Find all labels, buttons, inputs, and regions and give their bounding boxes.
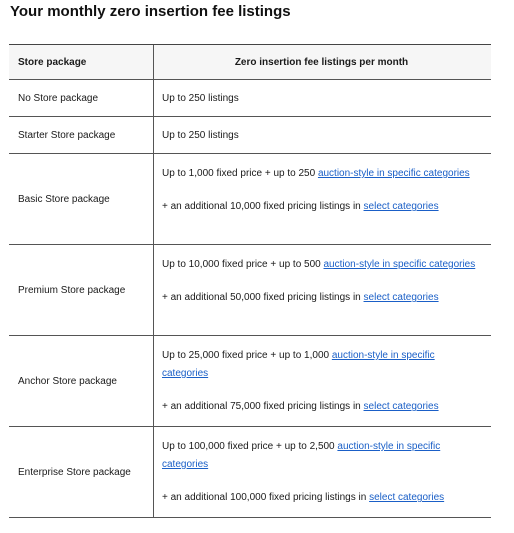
additional-text: + an additional 10,000 fixed pricing listings in xyxy=(162,201,364,212)
table-row xyxy=(9,245,491,336)
table-row xyxy=(9,336,491,427)
auction-style-link[interactable]: auction-style in specific categories xyxy=(162,441,441,470)
fixed-price-limit xyxy=(162,438,481,474)
auction-style-link[interactable]: auction-style in specific categories xyxy=(317,168,470,179)
additional-limit xyxy=(162,289,481,307)
listing-limit xyxy=(154,245,491,335)
fixed-price-limit xyxy=(162,165,481,183)
table-header-row xyxy=(9,45,491,80)
page-title: Your monthly zero insertion fee listings xyxy=(10,3,291,20)
select-categories-link[interactable]: select categories xyxy=(363,401,439,412)
fixed-price-text: Up to 25,000 fixed price + up to 1,000 xyxy=(162,350,332,361)
fixed-price-text: Up to 10,000 fixed price + up to 500 xyxy=(162,259,324,270)
additional-text: + an additional 50,000 fixed pricing listings in xyxy=(162,292,364,303)
additional-limit xyxy=(162,198,481,216)
listing-limit xyxy=(154,336,491,426)
store-package-name: Enterprise Store package xyxy=(9,427,154,517)
store-package-name: Basic Store package xyxy=(9,154,154,244)
fixed-price-text: Up to 1,000 fixed price + up to 250 xyxy=(162,168,318,179)
fixed-price-limit xyxy=(162,347,481,383)
additional-limit xyxy=(162,489,481,507)
select-categories-link[interactable]: select categories xyxy=(363,292,439,303)
store-package-name: Premium Store package xyxy=(9,245,154,335)
listing-limit xyxy=(154,427,491,517)
header-zero-fee-limit: Zero insertion fee listings per month xyxy=(234,56,409,68)
auction-style-link[interactable]: auction-style in specific categories xyxy=(162,350,435,379)
listing-limit xyxy=(154,154,491,244)
zero-fee-table xyxy=(9,44,491,518)
select-categories-link[interactable]: select categories xyxy=(369,492,445,503)
listing-limit: Up to 250 listings xyxy=(162,92,239,104)
table-row xyxy=(9,154,491,245)
listing-limit: Up to 250 listings xyxy=(162,129,239,141)
additional-text: + an additional 75,000 fixed pricing listings in xyxy=(162,401,364,412)
table-row xyxy=(9,80,491,117)
additional-limit xyxy=(162,398,481,416)
fixed-price-limit xyxy=(162,256,481,274)
header-store-package: Store package xyxy=(9,45,154,79)
select-categories-link[interactable]: select categories xyxy=(363,201,439,212)
table-row xyxy=(9,117,491,154)
store-package-name: Anchor Store package xyxy=(9,336,154,426)
table-row xyxy=(9,427,491,518)
auction-style-link[interactable]: auction-style in specific categories xyxy=(323,259,476,270)
store-package-name: Starter Store package xyxy=(9,117,154,153)
additional-text: + an additional 100,000 fixed pricing listings in xyxy=(162,492,370,503)
store-package-name: No Store package xyxy=(9,80,154,116)
fixed-price-text: Up to 100,000 fixed price + up to 2,500 xyxy=(162,441,338,452)
